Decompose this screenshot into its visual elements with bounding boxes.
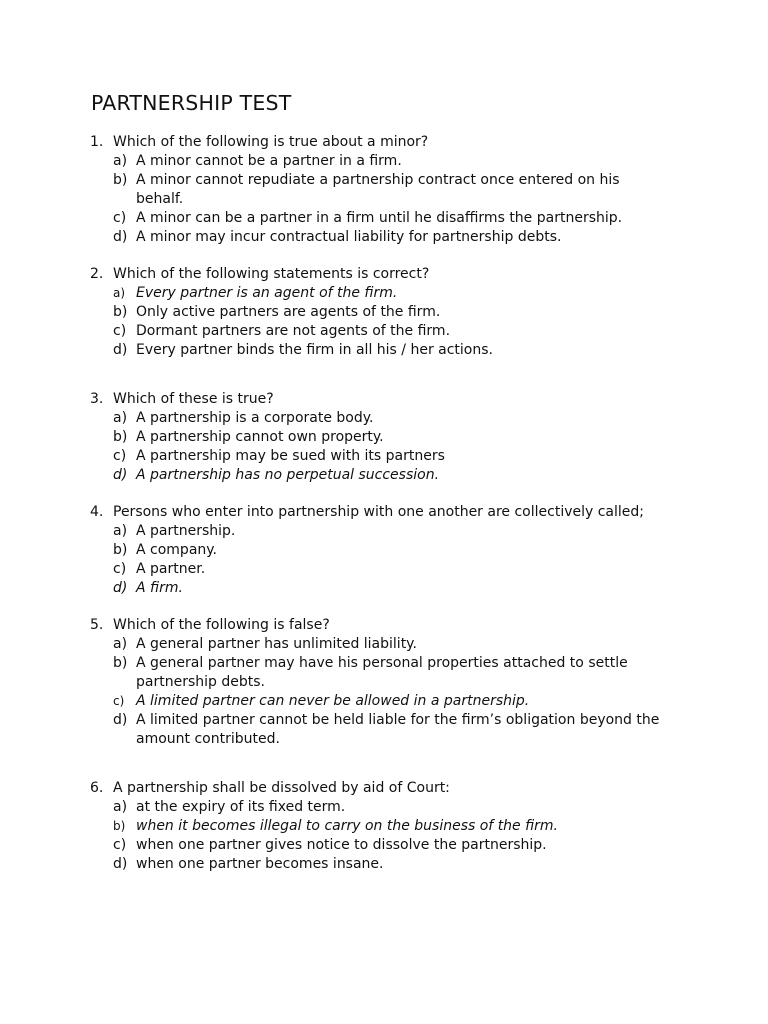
question-1 — [90, 133, 690, 247]
option-d — [90, 711, 690, 749]
option-text: A partnership is a corporate body. — [136, 410, 374, 426]
question-number: 4. — [90, 504, 104, 520]
question-text: Persons who enter into partnership with one another are collectively called; — [113, 504, 645, 520]
question-number: 3. — [90, 391, 104, 407]
question-4 — [90, 503, 690, 598]
option-text: A minor cannot be a partner in a firm. — [136, 153, 402, 169]
option-text: Every partner is an agent of the firm. — [136, 285, 398, 301]
question-text: Which of the following is false? — [113, 617, 330, 633]
option-text: A general partner has unlimited liability. — [136, 636, 417, 652]
option-text: A partnership may be sued with its partners — [136, 448, 445, 464]
option-letter: c) — [113, 323, 127, 339]
option-a — [90, 522, 690, 541]
option-letter: d) — [113, 467, 128, 483]
option-b — [90, 817, 690, 836]
option-c — [90, 447, 690, 466]
option-letter: b) — [113, 655, 128, 671]
question-text: Which of the following statements is correct? — [113, 266, 430, 282]
option-letter: a) — [113, 410, 128, 426]
option-c — [90, 692, 690, 711]
option-a — [90, 798, 690, 817]
option-text: at the expiry of its fixed term. — [136, 799, 346, 815]
option-a — [90, 284, 690, 303]
option-text: A partnership has no perpetual succession. — [136, 467, 440, 483]
option-letter: a) — [113, 523, 128, 539]
option-text: A minor may incur contractual liability for partnership debts. — [136, 229, 562, 245]
option-text: A minor can be a partner in a firm until he disaffirms the partnership. — [136, 210, 623, 226]
option-letter: b) — [113, 429, 128, 445]
option-a — [90, 409, 690, 428]
option-text: A limited partner can never be allowed in a partnership. — [136, 693, 530, 709]
question-6 — [90, 779, 690, 874]
question-text: A partnership shall be dissolved by aid of Court: — [113, 780, 450, 796]
option-text: Every partner binds the firm in all his / her actions. — [136, 342, 493, 358]
option-text: A company. — [136, 542, 218, 558]
question-text: Which of these is true? — [113, 391, 274, 407]
option-letter: a) — [113, 153, 128, 169]
option-text: Dormant partners are not agents of the firm. — [136, 323, 451, 339]
option-letter: b) — [113, 542, 128, 558]
option-letter: a) — [113, 636, 128, 652]
option-letter: c) — [113, 694, 125, 708]
option-text: A general partner may have his personal properties attached to settle partnership debts. — [136, 655, 628, 690]
option-text: A partnership. — [136, 523, 236, 539]
option-d — [90, 466, 690, 485]
option-c — [90, 209, 690, 228]
option-b — [90, 654, 690, 692]
option-a — [90, 152, 690, 171]
option-d — [90, 341, 690, 360]
question-2 — [90, 265, 690, 360]
option-text: when it becomes illegal to carry on the business of the firm. — [136, 818, 559, 834]
option-letter: b) — [113, 304, 128, 320]
option-a — [90, 635, 690, 654]
option-b — [90, 171, 690, 209]
option-letter: c) — [113, 210, 127, 226]
option-b — [90, 541, 690, 560]
question-text: Which of the following is true about a minor? — [113, 134, 429, 150]
option-letter: d) — [113, 580, 128, 596]
question-number: 2. — [90, 266, 104, 282]
option-letter: b) — [113, 172, 128, 188]
option-d — [90, 855, 690, 874]
option-text: A minor cannot repudiate a partnership contract once entered on his behalf. — [136, 172, 620, 207]
option-letter: d) — [113, 856, 128, 872]
option-d — [90, 228, 690, 247]
question-5 — [90, 616, 690, 749]
option-text: A partner. — [136, 561, 206, 577]
option-text: A partnership cannot own property. — [136, 429, 384, 445]
option-text: when one partner becomes insane. — [136, 856, 384, 872]
option-letter: d) — [113, 712, 128, 728]
option-letter: d) — [113, 342, 128, 358]
option-text: Only active partners are agents of the firm. — [136, 304, 441, 320]
question-number: 5. — [90, 617, 104, 633]
option-b — [90, 428, 690, 447]
option-letter: c) — [113, 561, 127, 577]
option-letter: a) — [113, 799, 128, 815]
option-letter: a) — [113, 286, 126, 300]
option-text: A limited partner cannot be held liable for the firm’s obligation beyond the amount contributed. — [136, 712, 660, 747]
option-text: when one partner gives notice to dissolve the partnership. — [136, 837, 547, 853]
option-c — [90, 560, 690, 579]
option-c — [90, 836, 690, 855]
document-title: PARTNERSHIP TEST — [91, 91, 292, 115]
question-number: 6. — [90, 780, 104, 796]
option-text: A firm. — [136, 580, 183, 596]
option-letter: c) — [113, 837, 127, 853]
option-letter: c) — [113, 448, 127, 464]
question-number: 1. — [90, 134, 104, 150]
option-b — [90, 303, 690, 322]
option-c — [90, 322, 690, 341]
option-d — [90, 579, 690, 598]
question-3 — [90, 390, 690, 485]
option-letter: d) — [113, 229, 128, 245]
option-letter: b) — [113, 819, 126, 833]
